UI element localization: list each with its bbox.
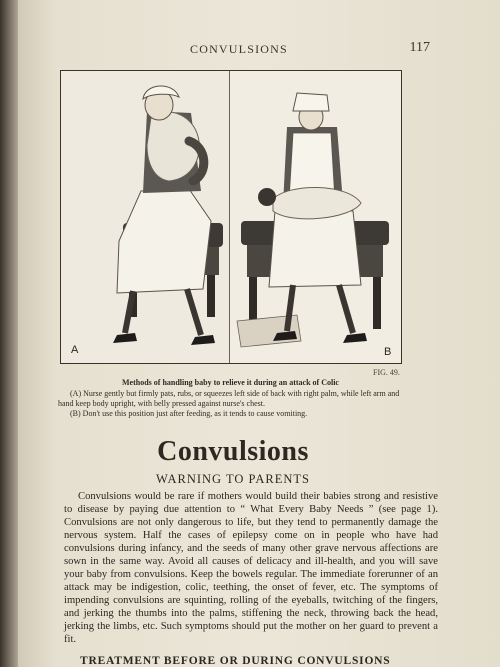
caption-title: Methods of handling baby to relieve it during an attack of Colic [122,378,339,387]
panel-a-drawing [61,71,229,363]
panel-a-label: A [71,344,79,356]
section-subheading: WARNING TO PARENTS [156,472,310,486]
section-title: Convulsions [157,436,309,467]
figure-caption [58,378,403,419]
panel-b-label: B [384,346,392,358]
figure-number: FIG. 49. [373,368,400,377]
illustration-figure [60,70,402,364]
nurse-illustration [61,71,401,363]
running-title: CONVULSIONS [190,42,288,56]
panel-b-drawing [230,71,401,363]
book-page [18,0,500,667]
body-paragraph: Convulsions would be rare if mothers would build their babies strong and resistive to disease by paying due attention to “ What Every Baby Needs ” (see page 1). Convulsions are not only dangerous to life, but they tend to permanently damage the nervous system. Half the cases of epilepsy come on in people who have had convulsions during infancy, and the seeds of many other grave nervous affections are sown in the same way. Avoid all causes of delicacy and ill-health, and you will save your baby from convulsions. Keep the bowels regular. The immediate forerunner of an attack may be indigestion, colic, teething, the onset of fever, etc. The symptoms of impending convulsions are squinting, rolling of the eyeballs, twitching of the fingers, and jerking the thumbs into the palms, stiffening the neck, throwing back the head, jerking the limbs, etc. Such symptoms should put the mother on her guard to prevent a fit. [64,491,438,645]
page-header [18,42,500,60]
next-section-heading: TREATMENT BEFORE OR DURING CONVULSIONS [80,655,391,667]
caption-item-a: (A) Nurse gently but firmly pats, rubs, or squeezes left side of back with right palm, while left arm and hand keep body upright, with belly pressed against nurse's chest. [58,389,400,408]
caption-item-b: (B) Don't use this position just after feeding, as it tends to cause vomiting. [70,409,308,418]
page-number: 117 [409,40,430,55]
